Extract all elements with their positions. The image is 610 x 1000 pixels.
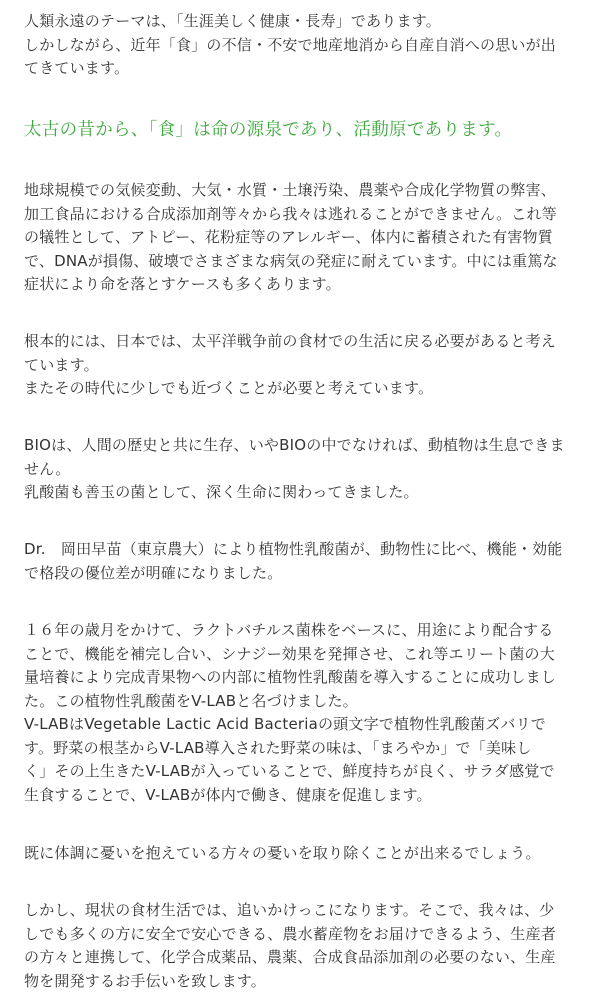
text-line: しかし、現状の食材生活では、追いかけっこになります。そこで、我々は、少 bbox=[24, 901, 555, 919]
text-line: 物を開発するお手伝いを致します。 bbox=[24, 971, 267, 990]
text-line: の犠牲として、アトピー、花粉症等のアレルギー、体内に蓄積された有害物質 bbox=[24, 228, 553, 246]
text-line: １６年の歳月をかけて、ラクトバチルス菌株をベースに、用途により配合する bbox=[24, 621, 554, 639]
text-line: せん。 bbox=[24, 459, 71, 478]
text-line: 量培養により完成青果物への内部に植物性乳酸菌を導入することに成功しまし bbox=[24, 668, 557, 686]
text-line: た。この植物性乳酸菌をV-LABと名づけました。 bbox=[24, 691, 358, 710]
text-line: 症状により命を落とすケースも多くあります。 bbox=[24, 275, 341, 293]
text-line: で、DNAが損傷、破壊でさまざまな病気の発症に耐えています。中には重篤な bbox=[24, 251, 558, 270]
text-line: またその時代に少しでも近づくことが必要と考えています。 bbox=[24, 379, 434, 397]
paragraph-dr-okada bbox=[24, 538, 563, 585]
paragraph-relief bbox=[24, 842, 541, 866]
paragraph-environment bbox=[24, 179, 558, 297]
text-line: 既に体調に憂いを抱えている方々の憂いを取り除くことが出来るでしょう。 bbox=[24, 844, 541, 862]
text-line: の方々と連携して、化学合成薬品、農薬、合成食品添加剤の必要のない、生産 bbox=[24, 948, 556, 966]
intro-paragraph bbox=[24, 10, 556, 81]
text-line: 地球規模での気候変動、大気・水質・土壌汚染、農薬や合成化学物質の弊害、 bbox=[24, 181, 557, 199]
paragraph-return-prewar bbox=[24, 330, 556, 401]
text-line: 根本的には、日本では、太平洋戦争前の食材での生活に戻る必要があると考え bbox=[24, 332, 557, 350]
text-line: ています。 bbox=[24, 355, 99, 374]
text-line: す。野菜の根茎からV-LAB導入された野菜の味は、「まろやか」で「美味し bbox=[24, 738, 532, 757]
text-line: V-LABはVegetable Lactic Acid Bacteriaの頭文字で植物性乳酸菌ズバリで bbox=[24, 715, 547, 733]
paragraph-support bbox=[24, 899, 556, 993]
paragraph-v-lab bbox=[24, 619, 556, 807]
text-line: てきています。 bbox=[24, 59, 130, 77]
paragraph-bio bbox=[24, 434, 565, 505]
section-heading: 太古の昔から、「食」は命の源泉であり、活動原であります。 bbox=[24, 120, 513, 140]
text-line: しかしながら、近年「食」の不信・不安で地産地消から自産自消への思いが出 bbox=[24, 35, 557, 54]
text-line: 乳酸菌も善玉の菌として、深く生命に関わってきました。 bbox=[24, 483, 419, 501]
text-line: く」その上生きたV-LABが入っていることで、鮮度持ちが良く、サラダ感覚で bbox=[24, 762, 555, 780]
text-line: ことで、機能を補完し合い、シナジー効果を発揮させ、これ等エリート菌の大 bbox=[24, 644, 555, 663]
text-line: しでも多くの方に安全で安心できる、農水蓄産物をお届けできるよう、生産者 bbox=[24, 924, 557, 943]
text-line: Dr. 岡田早苗（東京農大）により植物性乳酸菌が、動物性に比べ、機能・効能 bbox=[24, 540, 563, 558]
text-line: BIOは、人間の歴史と共に生存、いやBIOの中でなければ、動植物は生息できま bbox=[24, 436, 565, 454]
text-line: 加工食品における合成添加剤等々から我々は逃れることができません。これ等 bbox=[24, 204, 557, 223]
text-line: 人類永遠のテーマは、「生涯美しく健康・長寿」であります。 bbox=[24, 12, 441, 30]
text-line: 生食することで、V-LABが体内で働き、健康を促進します。 bbox=[24, 785, 432, 804]
text-line: で格段の優位差が明確になりました。 bbox=[24, 563, 283, 582]
